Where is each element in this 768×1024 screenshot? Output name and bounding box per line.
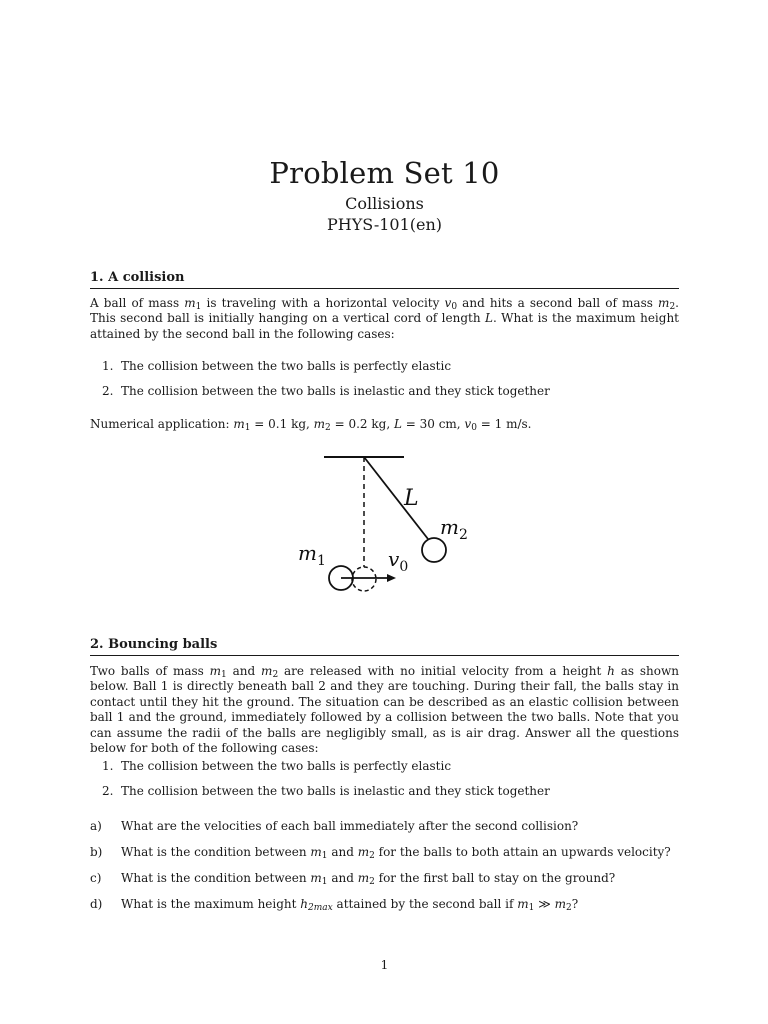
section-2-item-1: 1. The collision between the two balls is perfectly elastic: [102, 759, 452, 773]
label-m2: $m_2$: [440, 515, 468, 543]
question-d: d) What is the maximum height $h_{2max}$ attained by the second ball if $m_1$ ≫ $m_2$?: [90, 897, 579, 913]
section-1-item-2: 2. The collision between the two balls is inelastic and they stick together: [102, 384, 550, 398]
ball-m2: [422, 538, 446, 562]
velocity-arrow-head: [387, 574, 396, 582]
section-1-heading: 1. A collision: [90, 270, 679, 289]
section-2-paragraph: Two balls of mass $m_1$ and $m_2$ are released with no initial velocity from a height h as shown below. Ball 1 is directly beneath ball 2 and they are touching. During their fall, the balls stay in contact until they hit the ground. The situation can be described as an elastic collision between ball 1 and the ground, immediately followed by a collision between the two balls. Note that you can assume the radii of the balls are negligibly small, as is air drag. Answer all the questions below for both of the following cases:: [90, 664, 679, 756]
question-a: a) What are the velocities of each ball immediately after the second collision?: [90, 819, 579, 833]
section-1-paragraph: A ball of mass $m_1$ is traveling with a horizontal velocity $v_0$ and hits a second ball of mass $m_2$. This second ball is initially hanging on a vertical cord of length L. What is the maximum height attained by the second ball in the following cases:: [90, 296, 679, 341]
label-v0: $v_0$: [388, 547, 409, 575]
label-L: L: [404, 486, 419, 511]
pendulum-figure: [292, 450, 492, 600]
ball-m2-rest-dashed: [352, 567, 376, 591]
section-2-heading: 2. Bouncing balls: [90, 637, 679, 656]
section-1-item-1: 1. The collision between the two balls is perfectly elastic: [102, 359, 452, 373]
section-2-item-2: 2. The collision between the two balls is inelastic and they stick together: [102, 784, 550, 798]
numerical-application: Numerical application: $m_1 = 0.1$ kg, $m_2 = 0.2$ kg, L = 30 cm, $v_0 = 1$ m/s.: [90, 417, 532, 433]
question-c: c) What is the condition between $m_1$ and $m_2$ for the first ball to stay on the ground?: [90, 871, 616, 887]
page-title: Problem Set 10: [269, 156, 500, 190]
label-m1: $m_1$: [298, 541, 326, 569]
subtitle-topic: Collisions: [345, 194, 424, 213]
subtitle-course: PHYS-101(en): [326, 215, 443, 234]
question-b: b) What is the condition between $m_1$ and $m_2$ for the balls to both attain an upwards velocity?: [90, 845, 671, 861]
page-number: 1: [380, 958, 389, 972]
